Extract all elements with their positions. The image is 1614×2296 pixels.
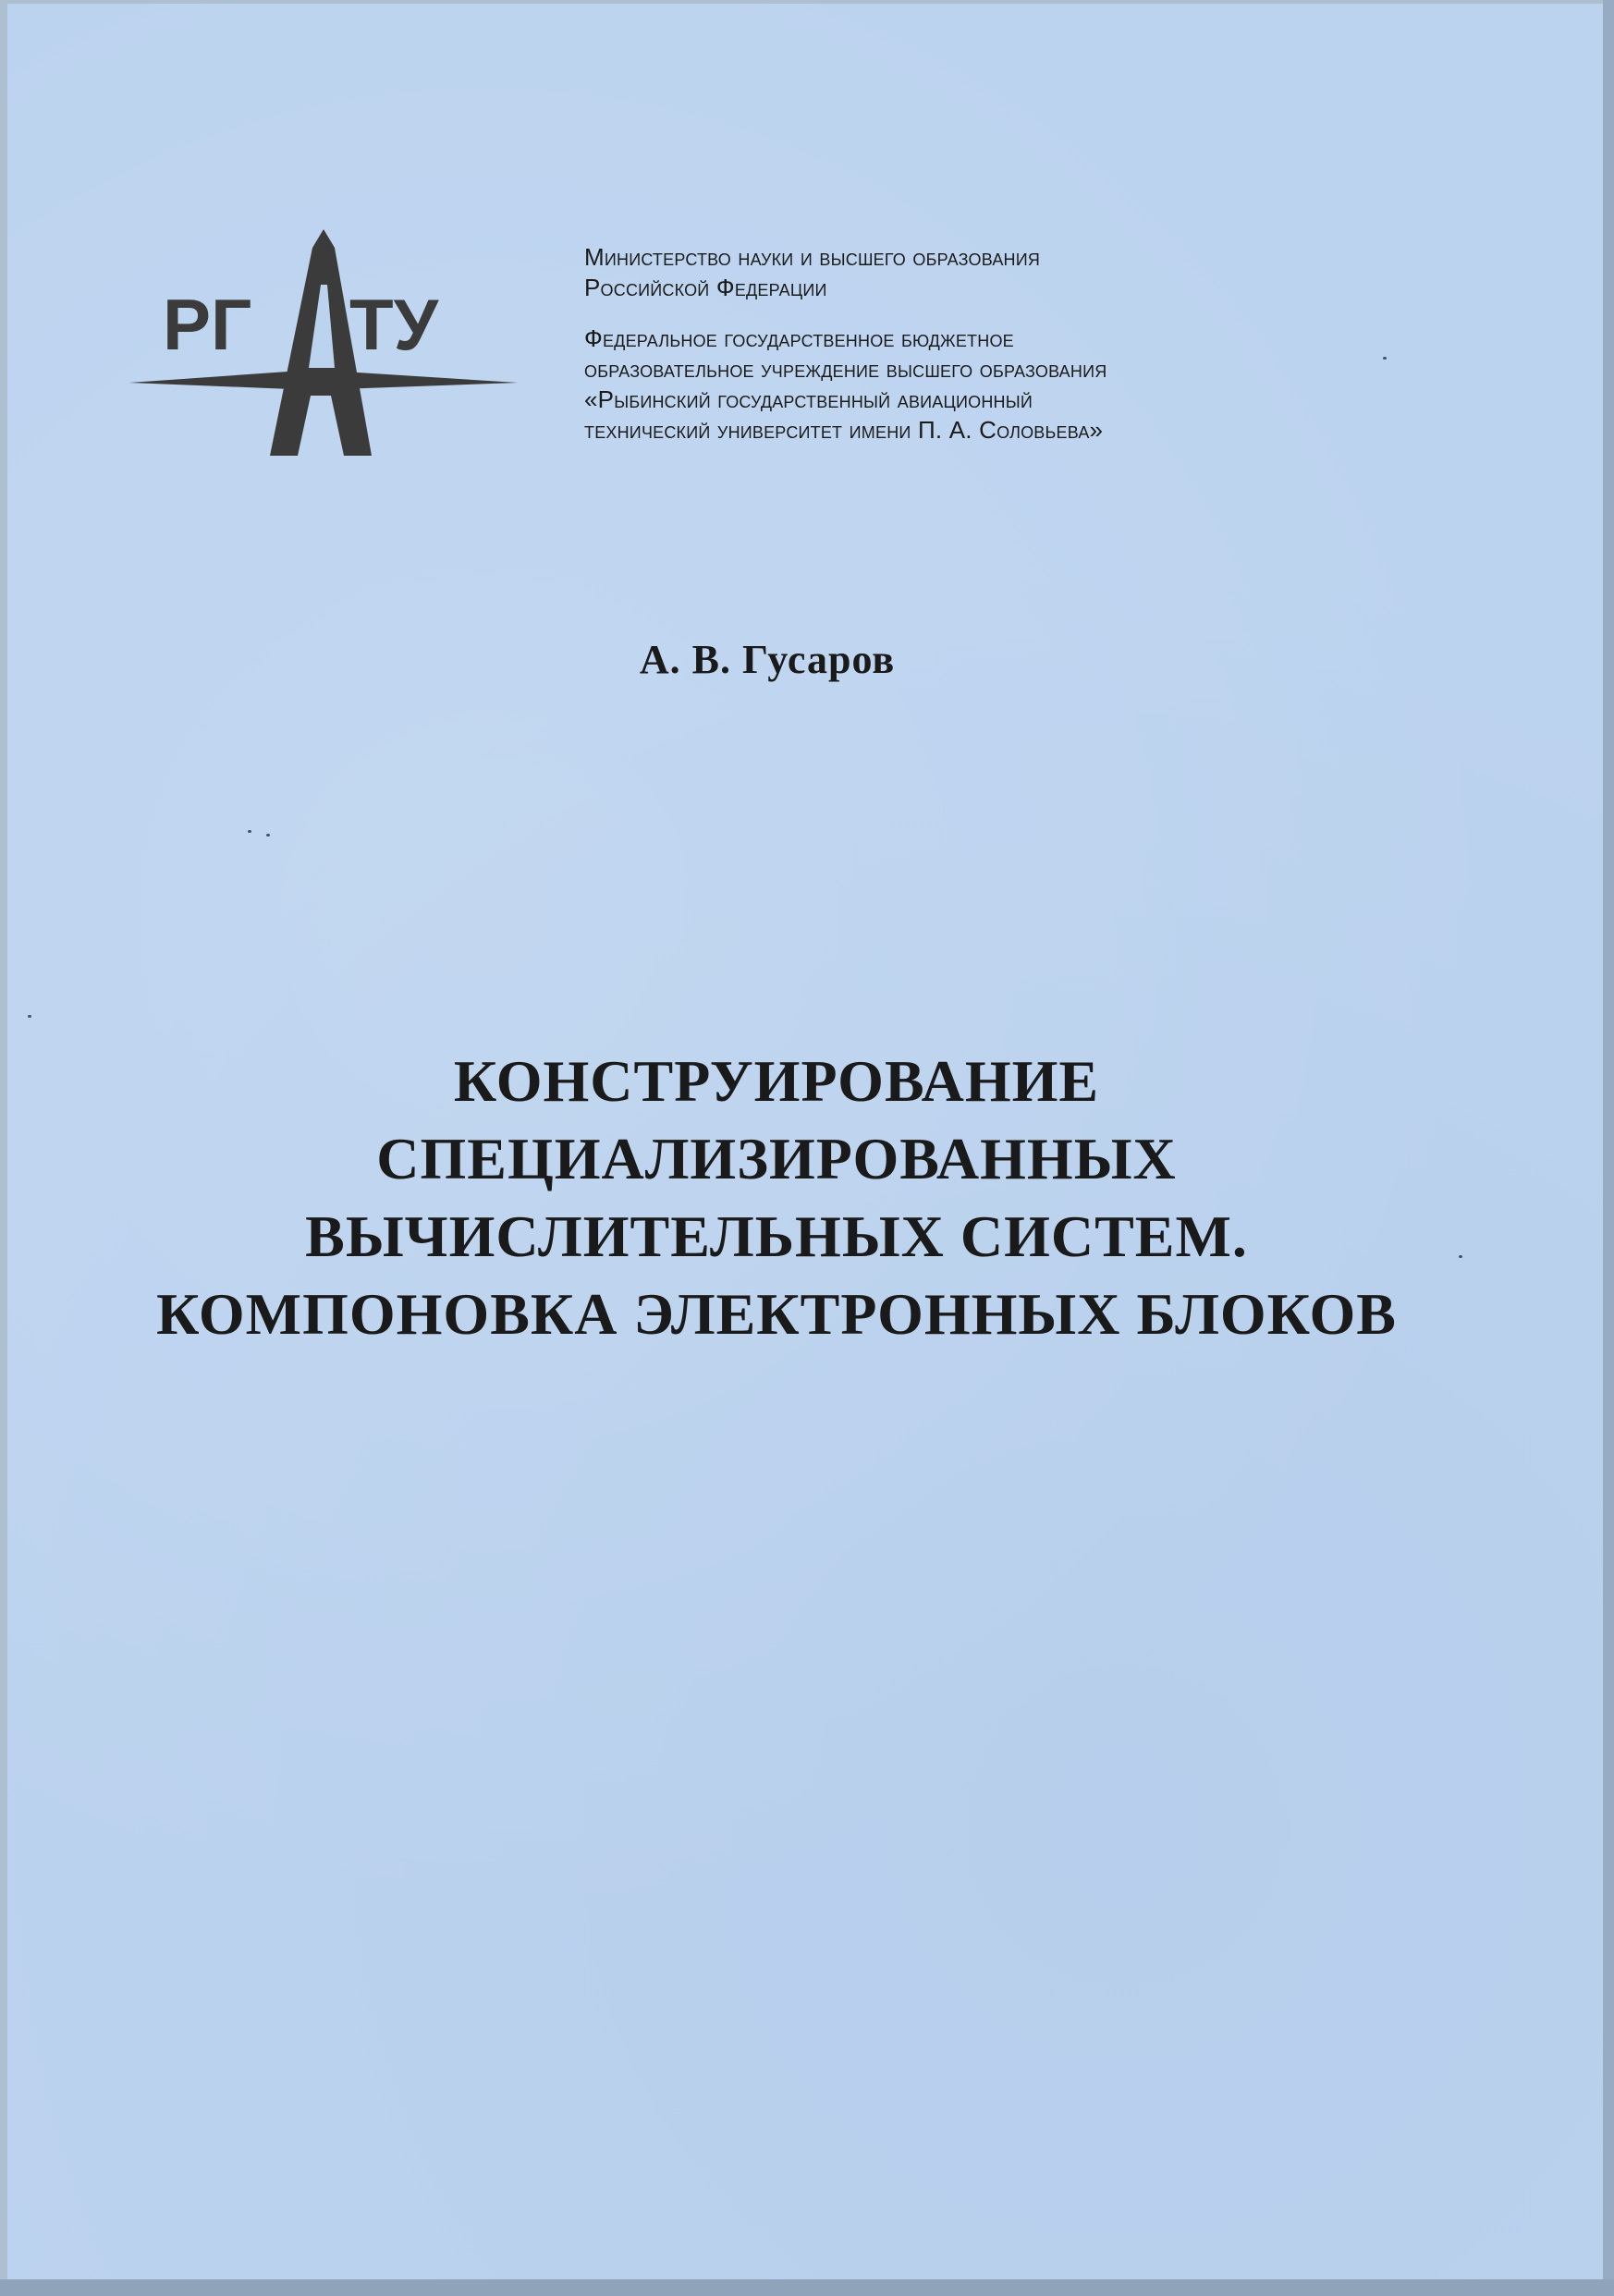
dust-speck: [28, 1015, 31, 1018]
title-line-4: КОМПОНОВКА ЭЛЕКТРОННЫХ БЛОКОВ: [156, 1281, 1397, 1347]
institution-line-1: Федеральное государственное бюджетное: [584, 324, 1014, 352]
title-line-2: СПЕЦИАЛИЗИРОВАННЫХ: [376, 1126, 1177, 1191]
dust-speck: [1383, 357, 1387, 360]
logo-text-right: ТУ: [349, 284, 439, 365]
logo-text-left: РГ: [163, 284, 252, 365]
book-title: [55, 1043, 1498, 1353]
dust-speck: [1459, 1255, 1462, 1258]
institution-line-4: технический университет имени П. А. Соловьева»: [584, 416, 1104, 444]
author-name: А. В. Гусаров: [639, 637, 896, 682]
page-edge-right: [1603, 0, 1614, 2296]
page-edge-bottom: [0, 2279, 1614, 2296]
institution-line-3: «Рыбинский государственный авиационный: [584, 385, 1033, 413]
institution-header: [584, 242, 1416, 446]
dust-speck: [248, 830, 251, 833]
title-line-1: КОНСТРУИРОВАНИЕ: [453, 1048, 1100, 1114]
ministry-line-1: Министерство науки и высшего образования: [584, 243, 1041, 271]
title-line-3: ВЫЧИСЛИТЕЛЬНЫХ СИСТЕМ.: [305, 1203, 1248, 1269]
dust-speck: [266, 834, 270, 837]
institution-line-2: образовательное учреждение высшего образования: [584, 355, 1107, 383]
ministry-line-2: Российской Федерации: [584, 274, 827, 301]
rgatu-logo-icon: [129, 229, 518, 460]
